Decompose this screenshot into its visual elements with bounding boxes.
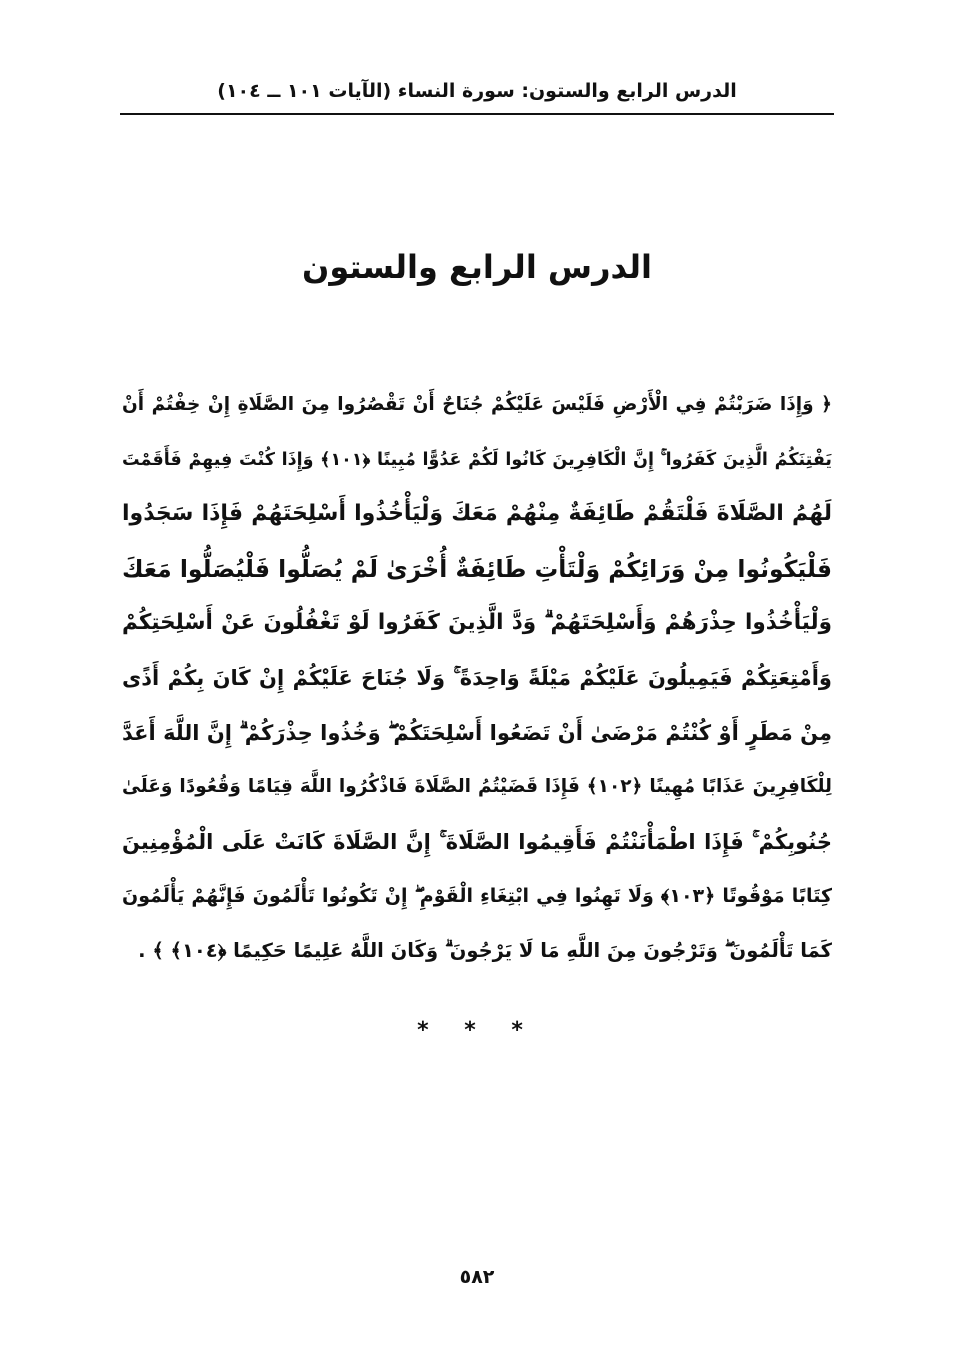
quran-verses-block: [122, 378, 832, 979]
verse-line: يَفْتِنَكُمُ الَّذِينَ كَفَرُوا ۚ إِنَّ الْكَافِرِينَ كَانُوا لَكُمْ عَدُوًّا مُبِينًا ﴿١٠١﴾ وَإِذَا كُنْتَ فِيهِمْ فَأَقَمْتَ: [122, 449, 832, 470]
page-number: ٥٨٢: [459, 1266, 495, 1288]
verse-line: وَلْيَأْخُذُوا حِذْرَهُمْ وَأَسْلِحَتَهُمْ ۗ وَدَّ الَّذِينَ كَفَرُوا لَوْ تَغْفُلُونَ عَنْ أَسْلِحَتِكُمْ: [122, 610, 832, 636]
lesson-title: الدرس الرابع والستون: [302, 248, 652, 286]
verse-line: وَأَمْتِعَتِكُمْ فَيَمِيلُونَ عَلَيْكُمْ مَيْلَةً وَاحِدَةً ۚ وَلَا جُنَاحَ عَلَيْكُمْ إِنْ كَانَ بِكُمْ أَذًى: [122, 665, 832, 690]
verse-line: لِلْكَافِرِينَ عَذَابًا مُهِينًا ﴿١٠٢﴾ فَإِذَا قَضَيْتُمُ الصَّلَاةَ فَاذْكُرُوا اللَّهَ قِيَامًا وَقُعُودًا وَعَلَىٰ: [122, 776, 832, 798]
verse-line: لَهُمُ الصَّلَاةَ فَلْتَقُمْ طَائِفَةٌ مِنْهُمْ مَعَكَ وَلْيَأْخُذُوا أَسْلِحَتَهُمْ فَإِذَا سَجَدُوا: [122, 501, 832, 527]
verse-line: فَلْيَكُونُوا مِنْ وَرَائِكُمْ وَلْتَأْتِ طَائِفَةٌ أُخْرَىٰ لَمْ يُصَلُّوا فَلْيُصَلُّوا مَعَكَ: [122, 554, 832, 583]
verse-line: ﴿ وَإِذَا ضَرَبْتُمْ فِي الْأَرْضِ فَلَيْسَ عَلَيْكُمْ جُنَاحٌ أَنْ تَقْصُرُوا مِنَ الصَّلَاةِ إِنْ خِفْتُمْ أَنْ: [122, 394, 832, 415]
verse-line: جُنُوبِكُمْ ۚ فَإِذَا اطْمَأْنَنْتُمْ فَأَقِيمُوا الصَّلَاةَ ۚ إِنَّ الصَّلَاةَ كَانَتْ عَلَى الْمُؤْمِنِينَ: [122, 829, 832, 854]
verse-line: مِنْ مَطَرٍ أَوْ كُنْتُمْ مَرْضَىٰ أَنْ تَضَعُوا أَسْلِحَتَكُمْ ۖ وَخُذُوا حِذْرَكُمْ ۗ إِنَّ اللَّهَ أَعَدَّ: [122, 720, 832, 745]
header-divider: [120, 113, 834, 115]
running-header: الدرس الرابع والستون: سورة النساء (الآيات ١٠١ ــ ١٠٤): [217, 80, 737, 102]
section-separator: * * *: [417, 1018, 537, 1043]
verse-line: كَمَا تَأْلَمُونَ ۖ وَتَرْجُونَ مِنَ اللَّهِ مَا لَا يَرْجُونَ ۗ وَكَانَ اللَّهُ عَلِيمًا حَكِيمًا ﴿١٠٤﴾ ﴾ .: [138, 938, 832, 962]
verse-line: كِتَابًا مَوْقُوتًا ﴿١٠٣﴾ وَلَا تَهِنُوا فِي ابْتِغَاءِ الْقَوْمِ ۖ إِنْ تَكُونُوا تَأْلَمُونَ فَإِنَّهُمْ يَأْلَمُونَ: [122, 885, 832, 908]
